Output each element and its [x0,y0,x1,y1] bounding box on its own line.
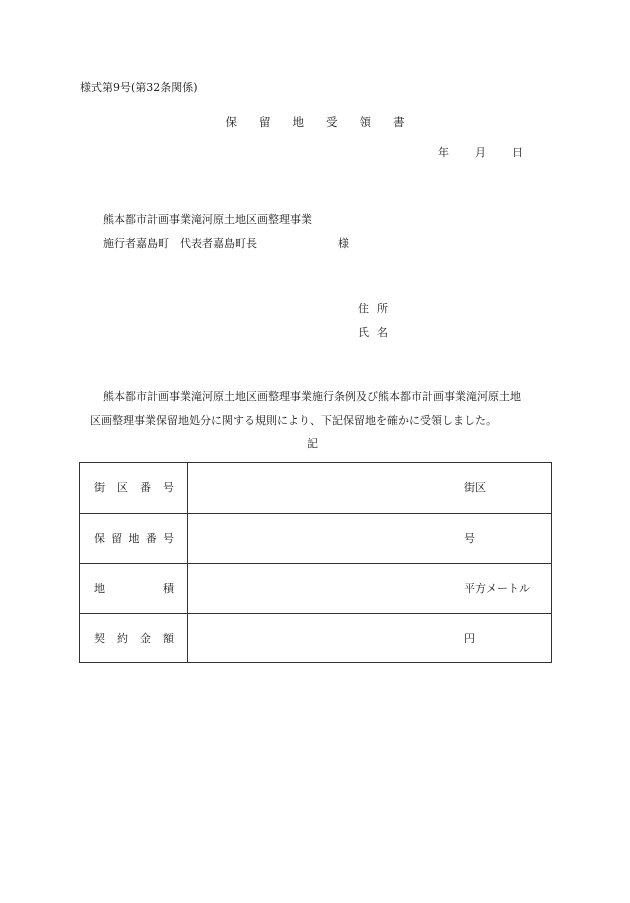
date-day: 日 [512,146,523,159]
body-text-line-2: 区画整理事業保留地処分に関する規則により、下記保留地を確かに受領しました。 [90,414,497,427]
title-char: 保 [225,115,237,129]
form-number: 様式第9号(第32条関係) [80,81,198,94]
date-line [438,146,523,160]
land-info-table [79,462,552,663]
row-unit: 円 [464,632,475,645]
name-label: 氏名 [358,326,396,339]
document-title [0,115,630,129]
table-row [80,563,551,613]
row-label: 保 留 地 番 号 [94,532,174,545]
row-unit: 号 [464,532,475,545]
body-text-line-1: 熊本都市計画事業滝河原土地区画整理事業施行条例及び熊本都市計画事業滝河原土地 [103,390,521,403]
addressee-project: 熊本都市計画事業滝河原土地区画整理事業 [103,213,312,226]
column-divider [187,564,188,613]
table-row [80,463,551,513]
title-char: 書 [393,115,405,129]
column-divider [187,614,188,663]
addressee-representative: 施行者嘉島町 代表者嘉島町長 [103,237,257,250]
column-divider [187,463,188,513]
row-unit: 平方メートル [464,582,530,595]
row-label: 地 積 [94,582,174,595]
row-unit: 街区 [464,481,486,494]
column-divider [187,514,188,563]
date-month: 月 [475,146,486,159]
address-label: 住所 [358,302,396,315]
row-label: 契 約 金 額 [94,632,174,645]
table-row [80,613,551,663]
title-char: 地 [292,115,304,129]
addressee-honorific: 様 [338,237,349,250]
date-year: 年 [438,146,449,159]
row-label: 街 区 番 号 [94,481,174,494]
table-row [80,513,551,563]
title-char: 受 [326,115,338,129]
record-label: 記 [307,437,318,450]
title-char: 留 [259,115,271,129]
title-char: 領 [359,115,371,129]
